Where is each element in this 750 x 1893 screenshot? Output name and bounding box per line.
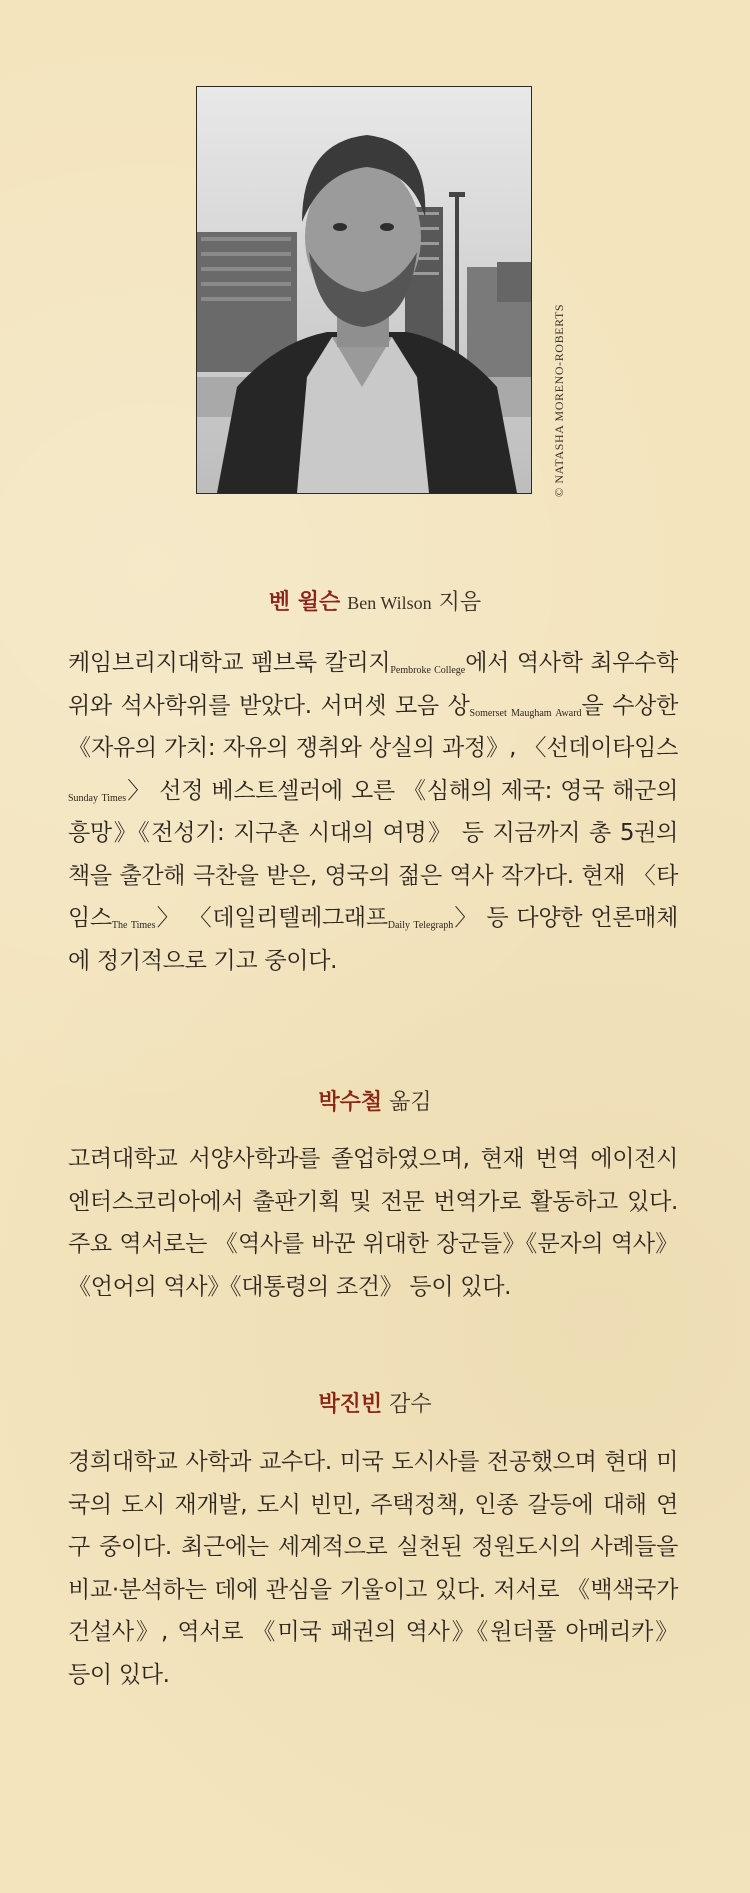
translator-heading <box>0 1088 750 1118</box>
author-bio <box>68 642 678 982</box>
author-bio-term: Pembroke College <box>390 665 466 676</box>
author-name: 벤 윌슨 <box>268 590 341 615</box>
translator-name: 박수철 <box>318 1090 383 1115</box>
author-photo <box>196 86 532 494</box>
author-bio-text: 〉 〈데일리텔레그래프 <box>155 905 388 931</box>
author-bio-term: Somerset Maugham Award <box>469 707 582 719</box>
author-bio-text: 〉 등 다양한 언론매체에 정기적으로 기고 중이다. <box>68 905 678 974</box>
author-bio-term: The Times <box>111 920 156 931</box>
author-bio-text: 에서 역사학 최우수학위와 석사학위를 받았다. 서머셋 모음 상 <box>68 650 678 719</box>
author-bio-text: 〉 선정 베스트셀러에 오른 《심해의 제국: 영국 해군의 흥망》《전성기: 지구촌 시대의 여명》 등 지금까지 총 5권의 책을 출간해 극찬을 받은, 영국의 젊은 역사 작가다. 현재 〈타임스 <box>68 777 678 931</box>
supervisor-role: 감수 <box>389 1392 432 1417</box>
supervisor-bio: 경희대학교 사학과 교수다. 미국 도시사를 전공했으며 현대 미국의 도시 재개발, 도시 빈민, 주택정책, 인종 갈등에 대해 연구 중이다. 최근에는 세계적으로 실천된 정원도시의 사례들을 비교·분석하는 데에 관심을 기울이고 있다. 저서로 《백색국가 건설사》, 역서로 《미국 패권의 역사》《원더풀 아메리카》 등이 있다. <box>68 1449 678 1688</box>
supervisor-heading <box>0 1390 750 1420</box>
photo-credit: © NATASHA MORENO-ROBERTS <box>552 303 566 497</box>
author-portrait-image <box>197 87 531 493</box>
translator-bio: 고려대학교 서양사학과를 졸업하였으며, 현재 번역 에이전시 엔터스코리아에서 출판기획 및 전문 번역가로 활동하고 있다. 주요 역서로는 《역사를 바꾼 위대한 장군들》《문자의 역사》《언어의 역사》《대통령의 조건》 등이 있다. <box>68 1146 678 1300</box>
author-bio-text: 케임브리지대학교 펨브룩 칼리지 <box>68 650 391 676</box>
author-role: 지음 <box>438 590 482 615</box>
author-bio-text: 을 수상한 《자유의 가치: 자유의 쟁취와 상실의 과정》, 〈선데이타임스 <box>68 692 678 761</box>
translator-role: 옮김 <box>389 1090 432 1115</box>
supervisor-name: 박진빈 <box>318 1392 383 1417</box>
author-bio-term: Sunday Times <box>68 792 127 804</box>
author-bio-term: Daily Telegraph <box>387 920 454 931</box>
author-heading <box>0 588 750 618</box>
author-name-en: Ben Wilson <box>347 593 432 613</box>
